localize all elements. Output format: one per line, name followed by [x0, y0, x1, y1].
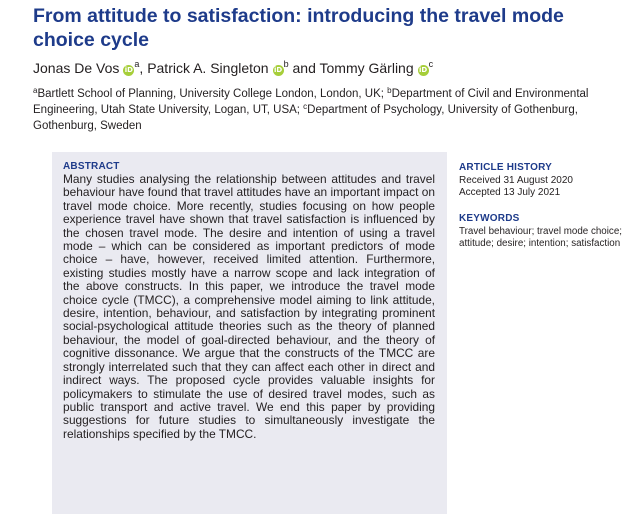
- abstract-heading: ABSTRACT: [63, 161, 120, 172]
- affiliation-text: Bartlett School of Planning, University College London, London, UK;: [37, 88, 388, 100]
- orcid-icon[interactable]: iD: [273, 66, 283, 74]
- affiliation-text: Department of Civil and Environmental Engineering, Utah State University, Logan, UT, USA;: [33, 88, 589, 116]
- orcid-icon[interactable]: iD: [419, 66, 428, 74]
- received-date: Received 31 August 2020: [459, 175, 573, 186]
- keywords-heading: KEYWORDS: [459, 213, 520, 224]
- article-history-heading: ARTICLE HISTORY: [459, 162, 553, 173]
- author-name: Jonas De Vos: [33, 60, 120, 76]
- author-affiliation-mark: c: [428, 59, 434, 69]
- orcid-icon[interactable]: iD: [124, 66, 133, 74]
- accepted-date: Accepted 13 July 2021: [459, 187, 561, 198]
- affiliation-mark: c: [303, 102, 308, 111]
- author-name: Patrick A. Singleton: [147, 60, 269, 76]
- author-separator: and: [288, 60, 320, 76]
- affiliation-mark: a: [33, 86, 38, 95]
- author-affiliation-mark: b: [283, 59, 289, 69]
- article-sidebar: [459, 162, 631, 250]
- author-list: [33, 58, 623, 78]
- author-affiliation-mark: a: [134, 59, 140, 69]
- author-name: Tommy Gärling: [319, 60, 414, 76]
- affiliation-mark: b: [387, 86, 392, 95]
- article-title: From attitude to satisfaction: introducing the travel mode choice cycle: [33, 5, 564, 51]
- affiliations: [33, 86, 608, 134]
- abstract-box: [52, 152, 447, 514]
- abstract-text: Many studies analysing the relationship between attitudes and travel behaviour have found that travel attitudes have an important impact on travel mode choice. More recently, studies focusing on how people experience travel have shown that travel satisfaction is influenced by the chosen travel mode. The desire and intention of using a travel mode – which can be considered as important predictors of mode choice – have, however, received limited attention. Furthermore, existing studies mostly have a narrow scope and lack integration of the above constructs. In this paper, we introduce the travel mode choice cycle (TMCC), a comprehensive model aiming to link attitude, desire, intention, behaviour, and satisfaction by integrating prominent social-psychological attitude theories such as the theory of planned behaviour, the model of goal-directed behaviour, and the theory of cognitive dissonance. We argue that the constructs of the TMCC are strongly interrelated such that they can affect each other in direct and indirect ways. The proposed cycle provides valuable insights for policymakers to stimulate the use of desired travel modes, such as public transport and active travel. We end this paper by providing suggestions for future studies to simultaneously investigate the relationships specified by the TMCC.: [63, 172, 435, 441]
- author-separator: ,: [139, 60, 148, 76]
- affiliation-text: Department of Psychology, University of Gothenburg, Gothenburg, Sweden: [33, 104, 578, 132]
- keywords-text: Travel behaviour; travel mode choice; attitude; desire; intention; satisfaction: [459, 226, 622, 249]
